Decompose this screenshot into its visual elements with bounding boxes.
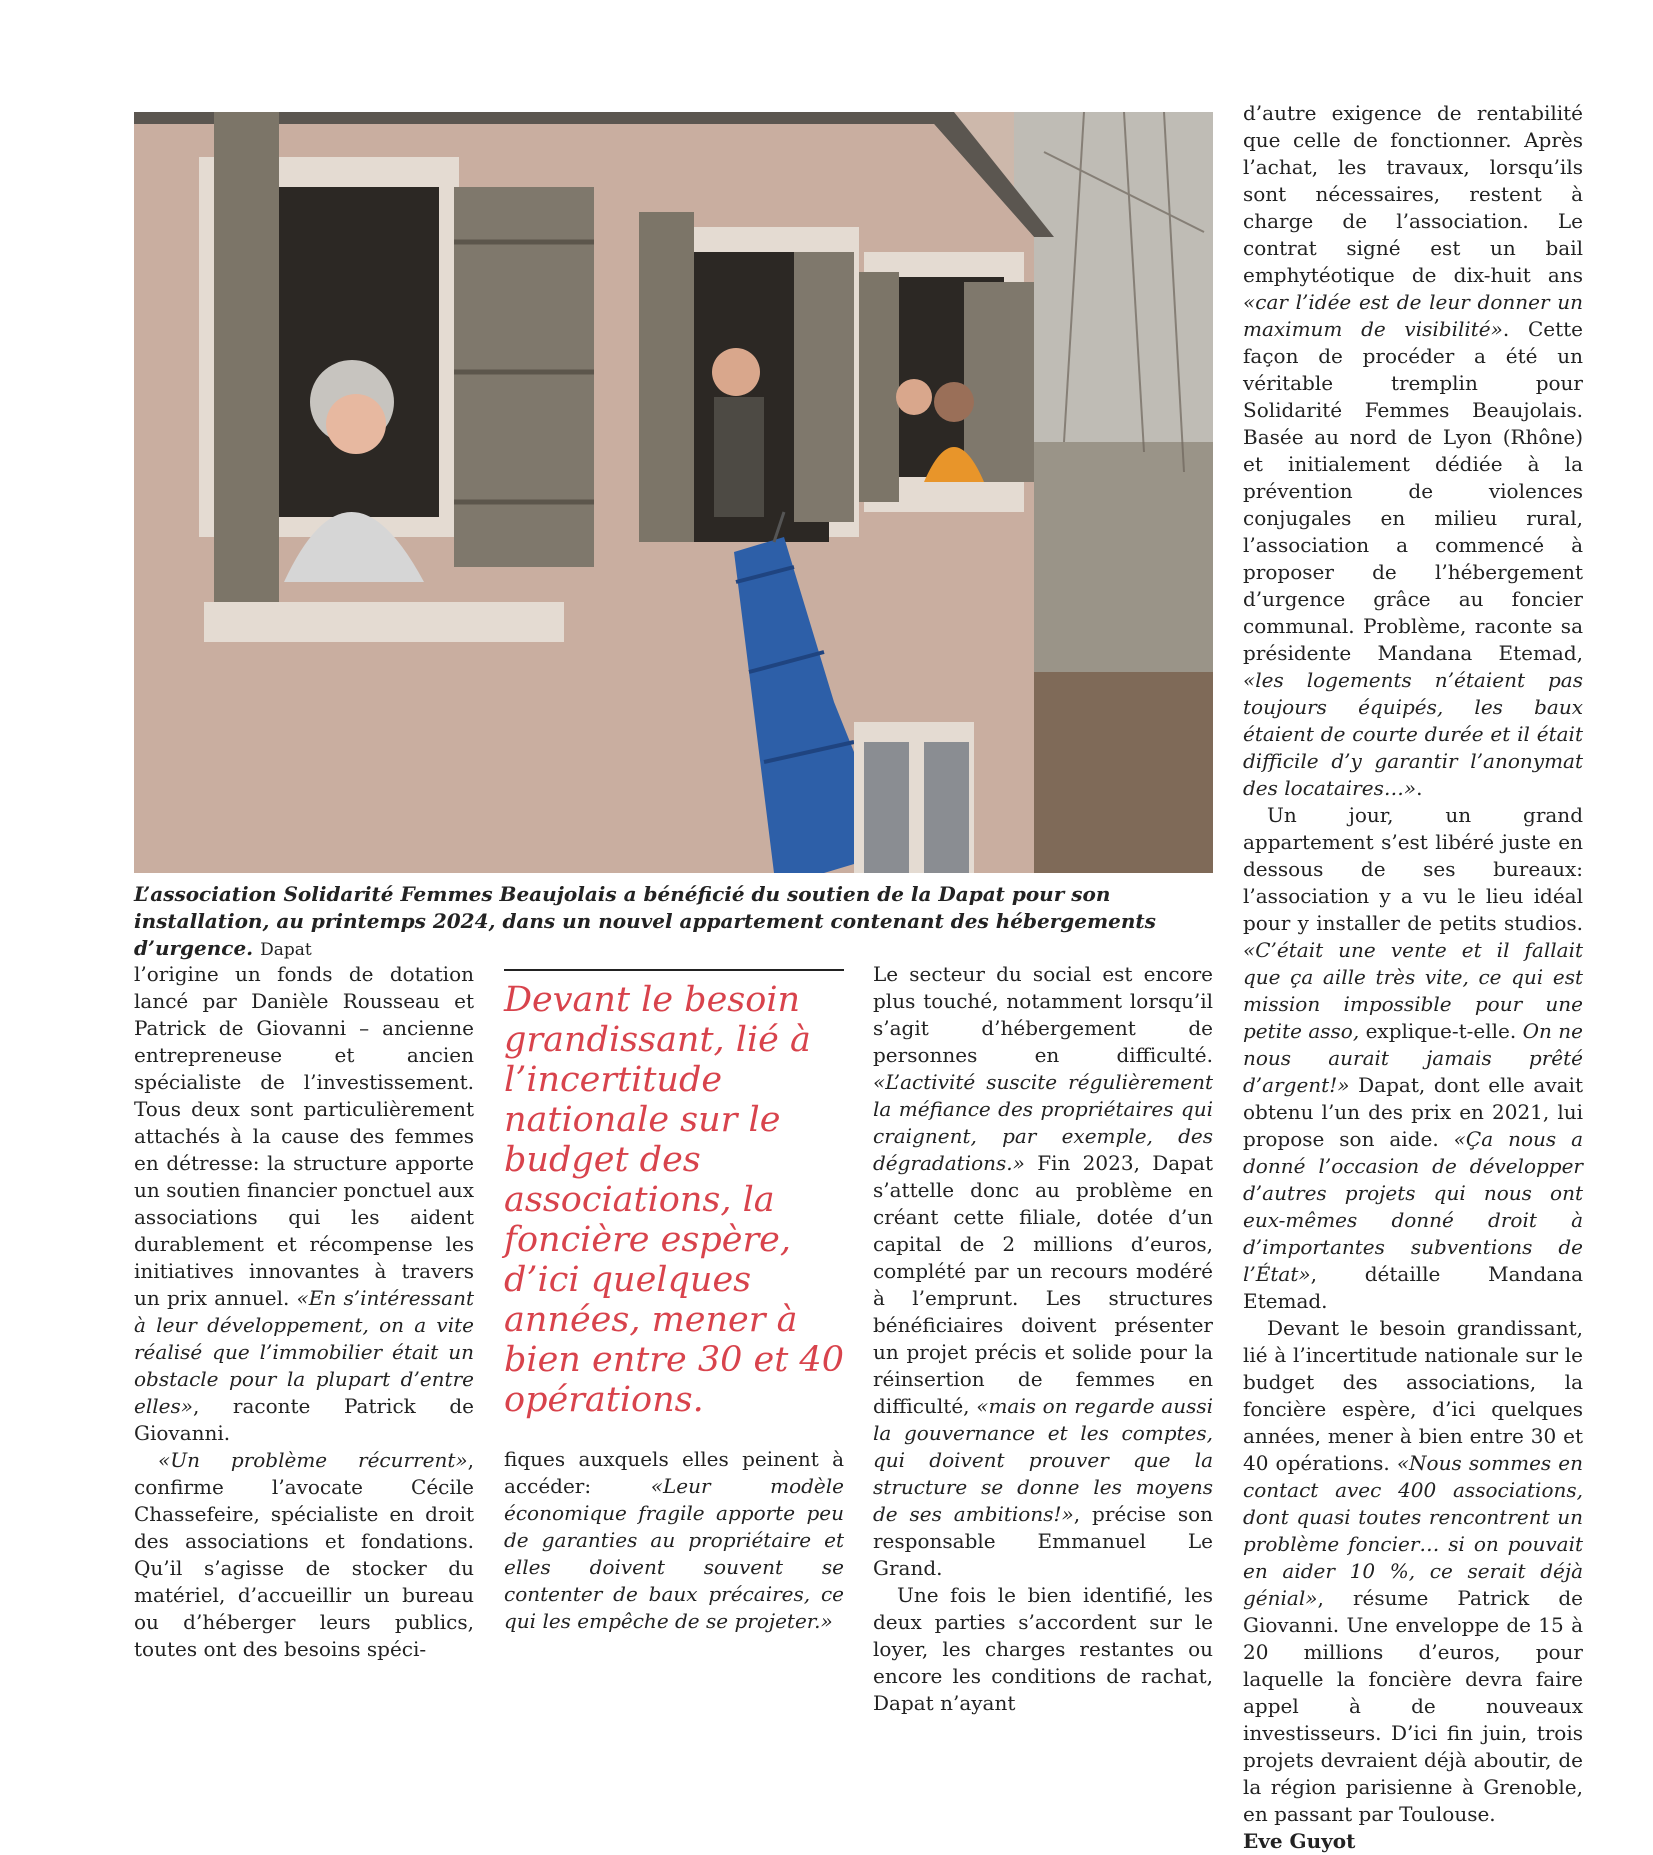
article-column-4 bbox=[1243, 100, 1583, 1855]
paragraph: fiques auxquels elles peinent à accéder: «Leur modèle économique fragile apporte peu de garanties au propriétaire et elles doivent souvent se contenter de baux précaires, ce qui les empêche de se projeter.» bbox=[504, 1447, 844, 1633]
caption-text: L’association Solidarité Femmes Beaujolais a bénéficié du soutien de la Dapat pour son installation, au printemps 2024, dans un nouvel appartement contenant des hébergements d’urgence. bbox=[134, 882, 1156, 960]
photo-credit: Dapat bbox=[260, 940, 312, 960]
article-column-1 bbox=[134, 961, 474, 1663]
paragraph: Le secteur du social est encore plus touché, notamment lorsqu’il s’agit d’hébergement de personnes en difficulté. «L’activité suscite régulièrement la méfiance des propriétaires qui craignent, par exemple, des dégradations.» Fin 2023, Dapat s’attelle donc au problème en créant cette filiale, dotée d’un capital de 2 millions d’euros, complété par un recours modéré à l’emprunt. Les structures bénéficiaires doivent présenter un projet précis et solide pour la réinsertion de femmes en difficulté, «mais on regarde aussi la gouvernance et les comptes, qui doivent prouver que la structure se donne les moyens de ses ambitions!», précise son responsable Emmanuel Le Grand. bbox=[873, 962, 1214, 1580]
pullquote: Devant le besoin grandissant, lié à l’incertitude nationale sur le budget des associations, la foncière espère, d’ici quelques années, mener à bien entre 30 et 40 opérations. bbox=[504, 980, 844, 1420]
pullquote-rule bbox=[504, 969, 844, 971]
article-column-3 bbox=[873, 961, 1213, 1717]
paragraph: Devant le besoin grandissant, lié à l’incertitude nationale sur le budget des associations, la foncière espère, d’ici quelques années, mener à bien entre 30 et 40 opérations. «Nous sommes en contact avec 400 associations, dont quasi toutes rencontrent un problème foncier… si on pouvait en aider 10 %, ce serait déjà génial», résume Patrick de Giovanni. Une enveloppe de 15 à 20 millions d’euros, pour laquelle la foncière devra faire appel à de nouveaux investisseurs. D’ici fin juin, trois projets devraient déjà aboutir, de la région parisienne à Grenoble, en passant par Toulouse. bbox=[1243, 1316, 1583, 1826]
paragraph: l’origine un fonds de dotation lancé par Danièle Rousseau et Patrick de Giovanni – ancienne entrepreneuse et ancien spécialiste de l’investissement. Tous deux sont particulièrement attachés à la cause des femmes en détresse: la structure apporte un soutien financier ponctuel aux associations qui les aident durablement et récompense les initiatives innovantes à travers un prix annuel. «En s’intéressant à leur développement, on a vite réalisé que l’immobilier était un obstacle pour la plupart d’entre elles», raconte Patrick de Giovanni. bbox=[134, 962, 474, 1445]
paragraph: «Un problème récurrent», confirme l’avocate Cécile Chassefeire, spécialiste en droit des associations et fondations. Qu’il s’agisse de stocker du matériel, d’accueillir un bureau ou d’héberger leurs publics, toutes ont des besoins spéci- bbox=[134, 1448, 474, 1661]
author-signature: Eve Guyot bbox=[1243, 1829, 1356, 1853]
article-column-2 bbox=[504, 1446, 844, 1635]
photo-illustration bbox=[134, 112, 1213, 873]
article-photo bbox=[134, 112, 1213, 873]
photo-caption bbox=[134, 881, 1224, 964]
paragraph: Une fois le bien identifié, les deux parties s’accordent sur le loyer, les charges restantes ou encore les conditions de rachat, Dapat n’ayant bbox=[873, 1583, 1213, 1715]
paragraph: d’autre exigence de rentabilité que celle de fonctionner. Après l’achat, les travaux, lorsqu’ils sont nécessaires, restent à charge de l’association. Le contrat signé est un bail emphytéotique de dix-huit ans «car l’idée est de leur donner un maximum de visibilité». Cette façon de procéder a été un véritable tremplin pour Solidarité Femmes Beaujolais. Basée au nord de Lyon (Rhône) et initialement dédiée à la prévention de violences conjugales en milieu rural, l’association a commencé à proposer de l’hébergement d’urgence grâce au foncier communal. Problème, raconte sa présidente Mandana Etemad, «les logements n’étaient pas toujours équipés, les baux étaient de courte durée et il était difficile d’y garantir l’anonymat des locataires…». bbox=[1243, 101, 1584, 800]
paragraph: Un jour, un grand appartement s’est libéré juste en dessous de ses bureaux: l’association y a vu le lieu idéal pour y installer de petits studios. «C’était une vente et il fallait que ça aille très vite, ce qui est mission impossible pour une petite asso, explique-t-elle. On ne nous aurait jamais prêté d’argent!» Dapat, dont elle avait obtenu l’un des prix en 2021, lui propose son aide. «Ça nous a donné l’occasion de développer d’autres projets qui nous ont eux-mêmes donné droit à d’importantes subventions de l’État», détaille Mandana Etemad. bbox=[1243, 803, 1584, 1313]
